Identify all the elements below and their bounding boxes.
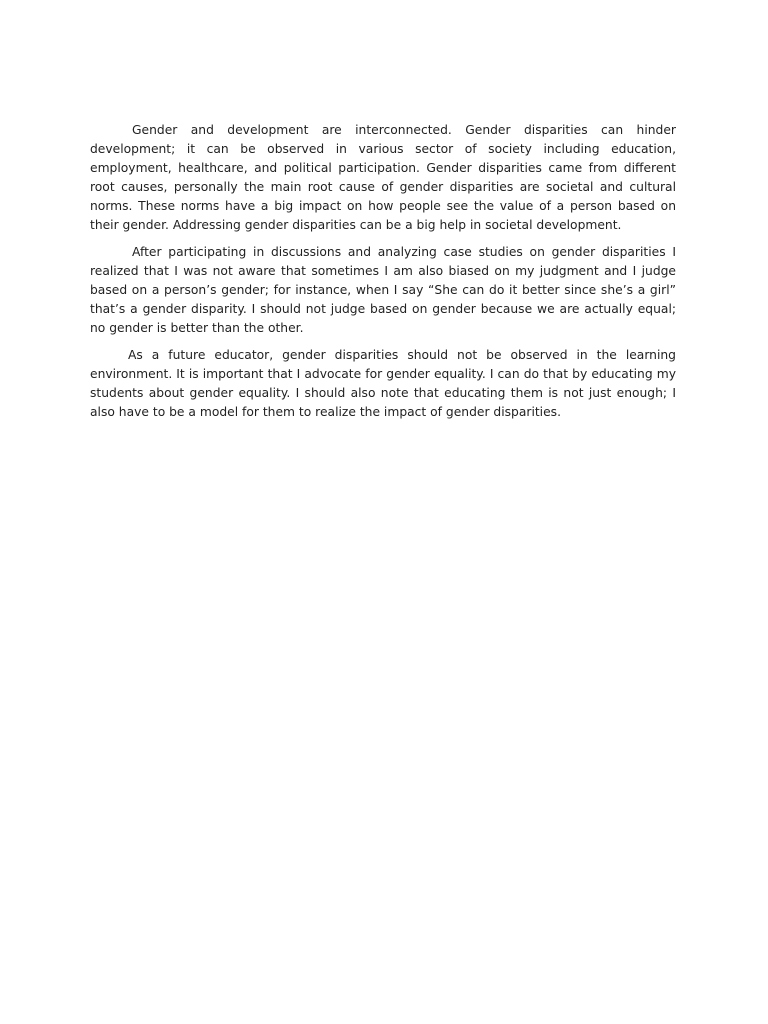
paragraph-2: After participating in discussions and analyzing case studies on gender disparities I realized that I was not aware that sometimes I am also biased on my judgment and I judge based on a person’s gender; for instance, when I say “She can do it better since she’s a girl” that’s a gender disparity. I should not judge based on gender because we are actually equal; no gender is better than the other. [90,244,676,335]
paragraph-3: As a future educator, gender disparities should not be observed in the learning environment. It is important that I advocate for gender equality. I can do that by educating my students about gender equality. I should also note that educating them is not just enough; I also have to be a model for them to realize the impact of gender disparities. [90,347,676,419]
document-body [90,121,676,430]
paragraph-1: Gender and development are interconnected. Gender disparities can hinder development; it can be observed in various sector of society including education, employment, healthcare, and political participation. Gender disparities came from different root causes, personally the main root cause of gender disparities are societal and cultural norms. These norms have a big impact on how people see the value of a person based on their gender. Addressing gender disparities can be a big help in societal development. [90,123,676,232]
